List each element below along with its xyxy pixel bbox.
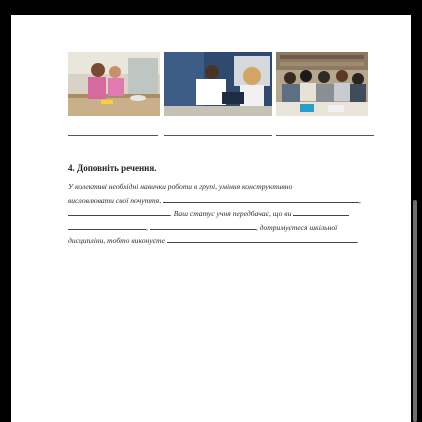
task-line-4	[68, 221, 386, 235]
answer-blank-1[interactable]	[163, 194, 359, 203]
task-line-5	[68, 234, 386, 248]
task-text	[68, 181, 386, 248]
answer-blank-5[interactable]	[150, 221, 256, 230]
task-line-2	[68, 194, 386, 208]
punct-comma-2: ,	[146, 222, 148, 232]
answer-blank-3[interactable]	[293, 207, 349, 216]
caption-blank-3[interactable]	[276, 135, 374, 136]
sentence-part-5: , дотримуєтеся шкільної	[255, 222, 338, 232]
answer-blank-4[interactable]	[68, 221, 146, 230]
task-title: 4. Доповніть речення.	[68, 163, 157, 173]
sentence-part-6: дисципліни, тобто виконуєте	[68, 236, 165, 245]
punct-comma-1: ,	[359, 195, 361, 205]
photo-strip	[68, 52, 368, 116]
answer-blank-2[interactable]	[68, 207, 170, 216]
sentence-part-3: . Ваш статус учня передбачає, що ви	[170, 209, 292, 218]
task-line-1	[68, 181, 386, 194]
photo-students-group	[276, 52, 368, 116]
document-page	[11, 15, 411, 422]
answer-blank-6[interactable]	[167, 234, 357, 243]
caption-blank-1[interactable]	[68, 135, 158, 136]
caption-blanks	[68, 135, 378, 136]
sentence-part-1: У колективі необхідні навички роботи в групі, уміння конструктивно	[68, 182, 293, 191]
caption-blank-2[interactable]	[164, 135, 272, 136]
task-line-3	[68, 207, 386, 221]
sentence-part-2: висловлювати свої почуття,	[68, 195, 162, 205]
scrollbar-thumb[interactable]	[413, 200, 417, 422]
photo-teacher-with-student	[164, 52, 272, 116]
punct-period: .	[356, 236, 359, 245]
photo-girls-cooking	[68, 52, 160, 116]
